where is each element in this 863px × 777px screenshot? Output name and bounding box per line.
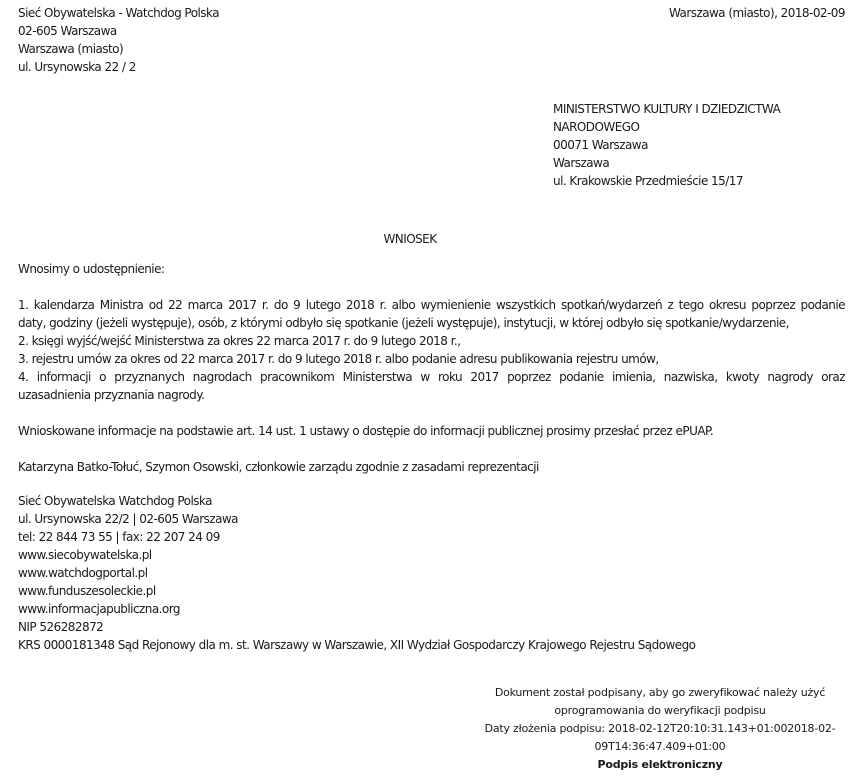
recipient-line: ul. Krakowskie Przedmieście 15/17 [553,174,743,188]
dateline: Warszawa (miasto), 2018-02-09 [668,6,845,20]
request-item-line: 4. informacji o przyznanych nagrodach pracownikom Ministerstwa w roku 2017 poprzez podanie imienia, nazwiska, kwoty nagrody oraz [18,370,845,384]
sender-line: 02-605 Warszawa [18,24,117,38]
request-item [18,296,845,332]
request-item-line: uzasadnienia przyznania nagrody. [18,388,205,402]
request-item-line: 1. kalendarza Ministra od 22 marca 2017 r. do 9 lutego 2018 r. albo wymienienie wszystkich spotkań/wydarzeń z tego okresu poprzez podanie [18,298,845,312]
request-item [18,350,845,368]
signature-block [475,684,845,774]
request-item-line: daty, godziny (jeżeli występuje), osób, z którymi odbyło się spotkanie (jeżeli występuje), instytucji, w której odbyło się spotkanie/wydarzenie, [18,316,789,330]
footer-org-name: Sieć Obywatelska Watchdog Polska [18,494,212,508]
request-item [18,368,845,404]
footer-url: www.siecobywatelska.pl [18,548,152,562]
signers-line: Katarzyna Batko-Tołuć, Szymon Osowski, członkowie zarządu zgodnie z zasadami reprezentacji [18,460,539,474]
sender-block [18,4,219,76]
recipient-name: MINISTERSTWO KULTURY I DZIEDZICTWA NARODOWEGO [553,102,781,134]
request-list [18,296,845,404]
sender-line: ul. Ursynowska 22 / 2 [18,60,136,74]
document-title: WNIOSEK [383,232,437,246]
sender-line: Sieć Obywatelska - Watchdog Polska [18,6,220,20]
footer-url: www.funduszesoleckie.pl [18,584,156,598]
request-item [18,332,845,350]
footer-phone-fax: tel: 22 844 73 55 | fax: 22 207 24 09 [18,530,220,544]
sender-line: Warszawa (miasto) [18,42,124,56]
recipient-line: Warszawa [553,156,610,170]
recipient-block [553,100,853,190]
footer-url: www.watchdogportal.pl [18,566,148,580]
footer-url: www.informacjapubliczna.org [18,602,180,616]
footer-address: ul. Ursynowska 22/2 | 02-605 Warszawa [18,512,238,526]
request-item-line: 2. księgi wyjść/wejść Ministerstwa za okres 22 marca 2017 r. do 9 lutego 2018 r., [18,334,461,348]
signature-verification-note: Dokument został podpisany, aby go zweryfikować należy użyć oprogramowania do weryfikacji podpisu [494,686,826,717]
intro-line: Wnosimy o udostępnienie: [18,262,165,276]
letter-header [18,4,845,76]
request-item-line: 3. rejestru umów za okres od 22 marca 2017 r. do 9 lutego 2018 r. albo podanie adresu publikowania rejestru umów, [18,352,659,366]
footer-block [18,492,845,654]
signature-dates: Daty złożenia podpisu: 2018-02-12T20:10:31.143+01:002018-02-09T14:36:47.409+01:00 [484,722,836,753]
recipient-line: 00071 Warszawa [553,138,648,152]
footer-krs: KRS 0000181348 Sąd Rejonowy dla m. st. Warszawy w Warszawie, XII Wydział Gospodarczy Krajowego Rejestru Sądowego [18,638,696,652]
footer-nip: NIP 526282872 [18,620,104,634]
signature-label: Podpis elektroniczny [597,758,723,771]
legal-note: Wnioskowane informacje na podstawie art. 14 ust. 1 ustawy o dostępie do informacji publicznej prosimy przesłać przez ePUAP. [18,424,714,438]
